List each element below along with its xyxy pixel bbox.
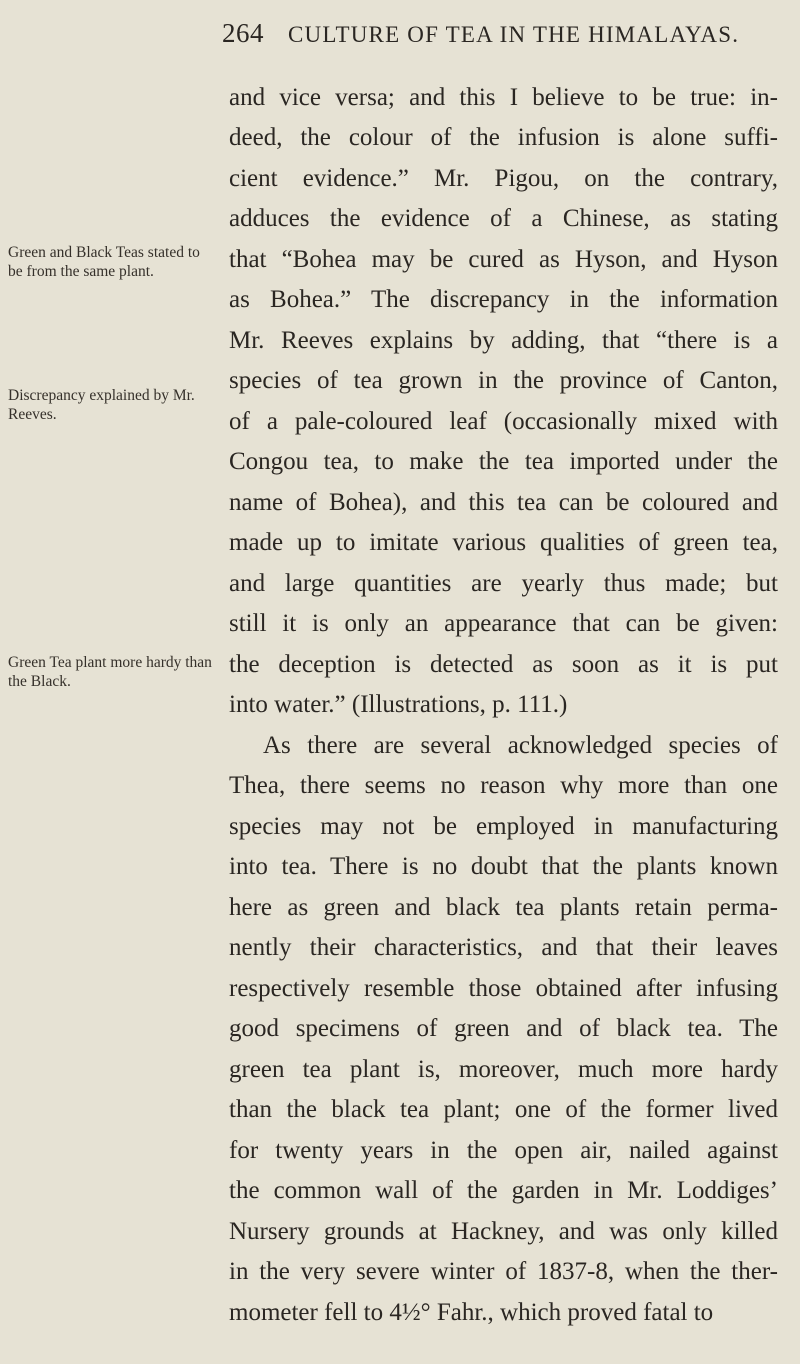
body-line: Congou tea, to make the tea imported under the: [229, 448, 778, 475]
body-line: into tea. There is no doubt that the plants known: [229, 853, 778, 880]
body-line: and large quantities are yearly thus made; but: [229, 570, 778, 597]
body-line: still it is only an appearance that can be given:: [229, 610, 778, 637]
body-line: the common wall of the garden in Mr. Loddiges’: [229, 1177, 778, 1204]
body-line: mometer fell to 4½° Fahr., which proved fatal to: [229, 1299, 714, 1326]
body-line: deed, the colour of the infusion is alone suffi-: [229, 124, 778, 151]
body-line: Mr. Reeves explains by adding, that “there is a: [229, 327, 778, 354]
body-line: green tea plant is, moreover, much more hardy: [229, 1056, 778, 1083]
page-number: 264: [222, 18, 264, 48]
body-line: name of Bohea), and this tea can be coloured and: [229, 489, 778, 516]
body-line-indent: As there are several acknowledged species of: [263, 732, 778, 759]
body-line: that “Bohea may be cured as Hyson, and Hyson: [229, 246, 778, 273]
body-line: for twenty years in the open air, nailed against: [229, 1137, 778, 1164]
body-line: Thea, there seems no reason why more than one: [229, 772, 778, 799]
body-line: adduces the evidence of a Chinese, as stating: [229, 205, 778, 232]
margin-note-green-hardy: Green Tea plant more hardy than the Black.: [8, 654, 212, 690]
body-line: than the black tea plant; one of the former lived: [229, 1096, 778, 1123]
body-line: into water.” (Illustrations, p. 111.): [229, 691, 568, 718]
body-line: in the very severe winter of 1837-8, when the ther-: [229, 1258, 778, 1285]
body-line: good specimens of green and of black tea. The: [229, 1015, 778, 1042]
body-line: respectively resemble those obtained after infusing: [229, 975, 778, 1002]
body-line: nently their characteristics, and that their leaves: [229, 934, 778, 961]
margin-note-same-plant: Green and Black Teas stated to be from the same plant.: [8, 244, 200, 280]
body-line: as Bohea.” The discrepancy in the information: [229, 286, 778, 313]
body-line: Nursery grounds at Hackney, and was only killed: [229, 1218, 778, 1245]
margin-note-discrepancy: Discrepancy explained by Mr. Reeves.: [8, 387, 195, 423]
running-title: CULTURE OF TEA IN THE HIMALAYAS.: [288, 22, 740, 47]
body-line: here as green and black tea plants retain perma-: [229, 894, 778, 921]
body-line: of a pale-coloured leaf (occasionally mixed with: [229, 408, 778, 435]
body-line: made up to imitate various qualities of green tea,: [229, 529, 778, 556]
body-line: the deception is detected as soon as it is put: [229, 651, 778, 678]
body-line: cient evidence.” Mr. Pigou, on the contrary,: [229, 165, 778, 192]
body-line: species may not be employed in manufacturing: [229, 813, 778, 840]
body-line: and vice versa; and this I believe to be true: in-: [229, 84, 778, 111]
running-head: [222, 18, 782, 49]
body-line: species of tea grown in the province of Canton,: [229, 367, 778, 394]
